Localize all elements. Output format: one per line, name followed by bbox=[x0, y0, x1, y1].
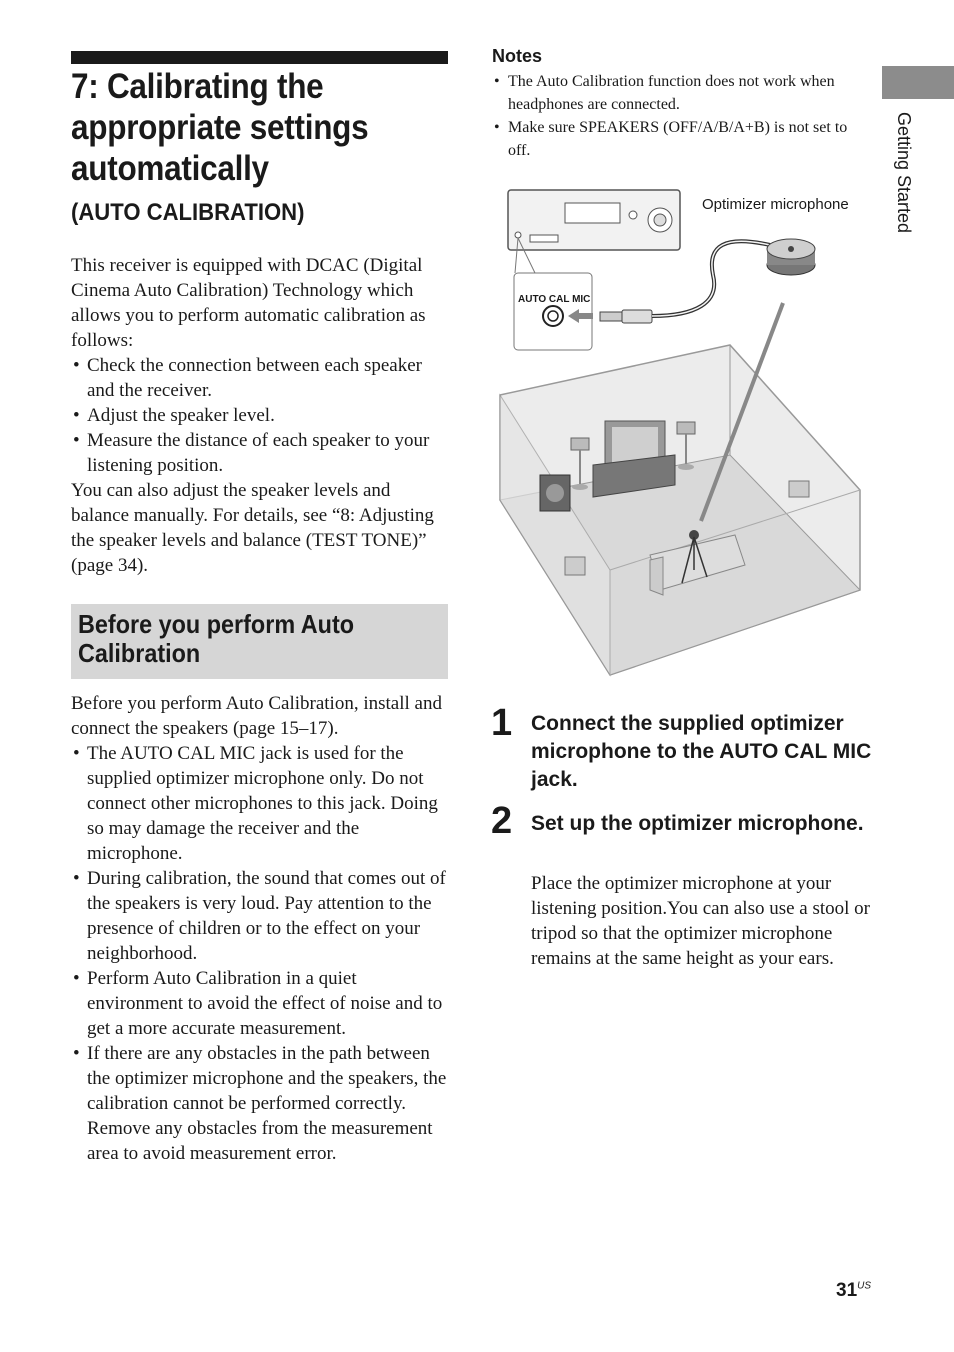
mic-plug-icon bbox=[600, 241, 770, 323]
before-block bbox=[71, 691, 449, 1166]
side-tab-label: Getting Started bbox=[894, 112, 914, 234]
step-1-number: 1 bbox=[491, 702, 513, 744]
section-heading bbox=[78, 610, 420, 668]
intro-bullet-list bbox=[71, 353, 449, 478]
step-2-body: Place the optimizer microphone at your listening position.You can also use a stool or tripod so that the optimizer microphone remains at the same height as your ears. bbox=[531, 873, 871, 969]
before-paragraph: Before you perform Auto Calibration, install and connect the speakers (page 15–17). bbox=[71, 693, 442, 739]
page-number-suffix: US bbox=[857, 1280, 872, 1292]
list-item: • Perform Auto Calibration in a quiet environment to avoid the effect of noise and to get a more accurate measurement. bbox=[71, 966, 449, 1041]
list-item: • Measure the distance of each speaker to your listening position. bbox=[71, 428, 449, 478]
step-1-text: Connect the supplied optimizer microphone to the AUTO CAL MIC jack. bbox=[531, 712, 872, 791]
page-subtitle: (AUTO CALIBRATION) bbox=[71, 199, 305, 226]
intro-block bbox=[71, 253, 449, 578]
receiver-icon bbox=[508, 190, 680, 250]
page-title bbox=[71, 66, 431, 189]
optimizer-microphone-icon bbox=[767, 239, 815, 275]
section-heading-line-1: Before you perform Auto bbox=[78, 609, 355, 639]
title-line-3: automatically bbox=[71, 149, 269, 188]
page-number bbox=[836, 1280, 871, 1302]
mic-label: Optimizer microphone bbox=[702, 196, 849, 213]
list-item: • Check the connection between each speaker and the receiver. bbox=[71, 353, 449, 403]
section-heading-box bbox=[71, 604, 448, 679]
list-item: • The AUTO CAL MIC jack is used for the supplied optimizer microphone only. Do not connect other microphones to this jack. Doing so may damage the receiver and the microphone. bbox=[71, 741, 449, 866]
jack-label: AUTO CAL MIC bbox=[518, 294, 591, 305]
tv-icon bbox=[593, 421, 675, 497]
notes-list bbox=[492, 70, 872, 162]
section-heading-line-2: Calibration bbox=[78, 638, 201, 668]
title-line-2: appropriate settings bbox=[71, 108, 369, 147]
page-number-value: 31 bbox=[836, 1280, 858, 1301]
list-item: • Make sure SPEAKERS (OFF/A/B/A+B) is not set to off. bbox=[492, 116, 872, 162]
list-item: • Adjust the speaker level. bbox=[71, 403, 449, 428]
step-2-text: Set up the optimizer microphone. bbox=[531, 812, 864, 835]
before-bullet-list bbox=[71, 741, 449, 1166]
intro-paragraph: This receiver is equipped with DCAC (Digital Cinema Auto Calibration) Technology which allows you to perform automatic calibration as follows: bbox=[71, 255, 426, 351]
notes-heading: Notes bbox=[492, 46, 543, 66]
list-item: • The Auto Calibration function does not work when headphones are connected. bbox=[492, 70, 872, 116]
title-line-1: 7: Calibrating the bbox=[71, 67, 324, 106]
step-2-number: 2 bbox=[491, 800, 513, 842]
list-item: • If there are any obstacles in the path between the optimizer microphone and the speakers, the calibration cannot be performed correctly. Remove any obstacles from the measurement area to avoid measurement error. bbox=[71, 1041, 449, 1166]
list-item: • During calibration, the sound that comes out of the speakers is very loud. Pay attention to the presence of children or to the effect on your neighborhood. bbox=[71, 866, 449, 966]
side-tab-marker bbox=[882, 66, 954, 99]
setup-illustration bbox=[495, 185, 875, 680]
title-rule bbox=[71, 51, 448, 64]
intro-closing: You can also adjust the speaker levels and balance manually. For details, see “8: Adjusting the speaker levels and balance (TEST TONE)” (page 34). bbox=[71, 480, 434, 576]
